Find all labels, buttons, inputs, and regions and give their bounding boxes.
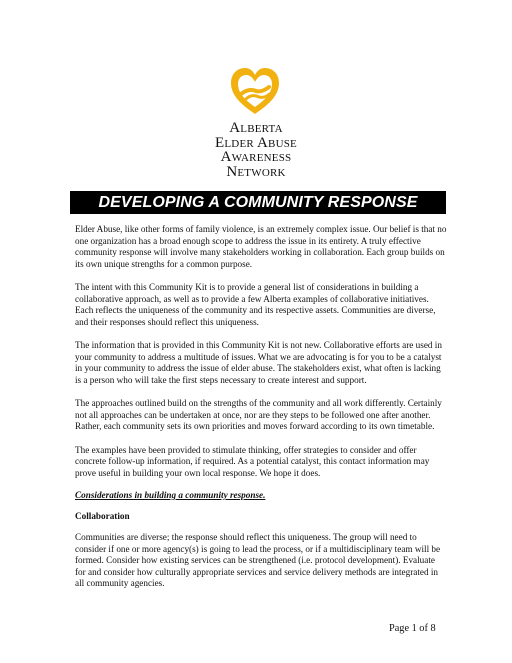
paragraph: The approaches outlined build on the strengths of the community and all work differently. Certainly not all approaches can be undertaken at once, nor are they steps to be followed one after another. Rather, each community sets its own priorities and moves forward according to its own timetable. <box>75 398 442 431</box>
collaboration-heading: Collaboration <box>75 511 130 521</box>
intro-body <box>75 224 447 491</box>
collaboration-text: Communities are diverse; the response should reflect this uniqueness. The group will need to consider if one or more agency(s) is going to lead the process, or if a multidisciplinary team will be formed. Consider how existing services can be strengthened (i.e. protocol development). Evaluate for and consider how culturally appropriate services and service delivery methods are integrated in all community agencies. <box>75 532 441 588</box>
page-title: DEVELOPING A COMMUNITY RESPONSE <box>98 193 418 211</box>
logo-text <box>0 121 512 179</box>
page-title-banner <box>70 191 446 214</box>
logo-line-1: Alberta <box>229 120 283 136</box>
logo-line-2: Elder Abuse <box>215 134 297 151</box>
logo-line-3: Awareness <box>220 149 292 165</box>
page-number: Page 1 of 8 <box>389 623 436 634</box>
paragraph: The information that is provided in this Community Kit is not new. Collaborative efforts are used in your community to address a multitude of issues. What we are advocating is for you to be a catalyst in your community to address the issue of elder abuse. The stakeholders exist, what often is lacking is a person who will take the first steps necessary to create interest and support. <box>75 340 442 385</box>
considerations-heading: Considerations in building a community response. <box>75 490 266 500</box>
paragraph: Elder Abuse, like other forms of family violence, is an extremely complex issue. Our belief is that no one organization has a broad enough scope to address the issue in its entirety. A truly effective community response will involve many stakeholders working in collaboration. Each group builds on its own unique strengths for a common purpose. <box>75 224 447 269</box>
logo-line-4: Network <box>226 163 286 180</box>
organization-logo <box>0 62 512 182</box>
paragraph: The intent with this Community Kit is to provide a general list of considerations in building a collaborative approach, as well as to provide a few Alberta examples of collaborative initiatives. Each reflects the uniqueness of the community and its respective assets. Communities are diverse, and their responses should reflect this uniqueness. <box>75 282 436 327</box>
paragraph: The examples have been provided to stimulate thinking, offer strategies to consider and offer concrete follow-up information, if required. As a potential catalyst, this contact information may prove useful in building your own local response. We hope it does. <box>75 444 430 478</box>
heart-handshake-icon <box>226 62 284 120</box>
